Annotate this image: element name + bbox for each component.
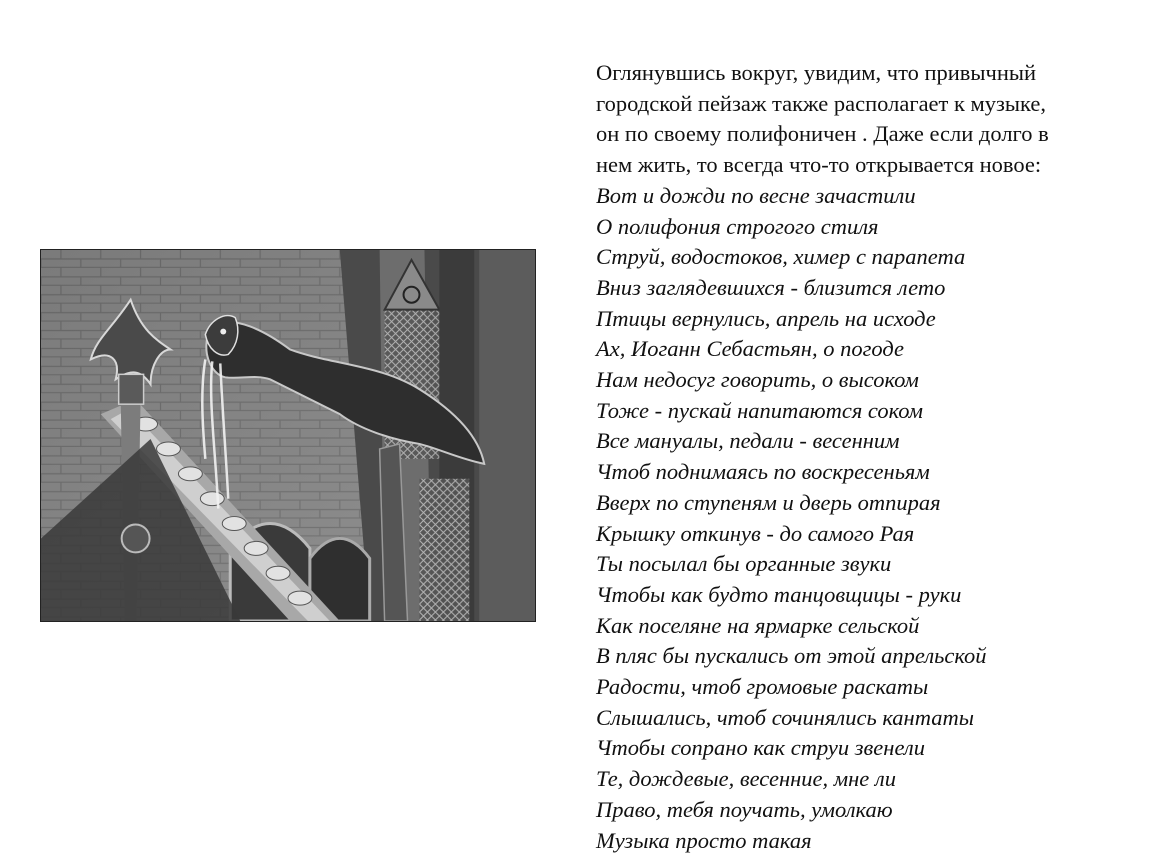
poem-line: Чтобы сопрано как струи звенели xyxy=(596,735,925,761)
text-block xyxy=(596,58,1144,856)
gargoyle-photo xyxy=(40,249,536,622)
poem-line: Чтоб поднимаясь по воскресеньям xyxy=(596,459,930,485)
poem-line: Ах, Иоганн Себастьян, о погоде xyxy=(596,336,904,362)
poem-line: Музыка просто такая xyxy=(596,827,812,853)
poem-line: Тоже - пускай напитаются соком xyxy=(596,397,924,423)
intro-line: нем жить, то всегда что-то открывается новое: xyxy=(596,152,1042,178)
poem-line: Слышались, чтоб сочинялись кантаты xyxy=(596,704,974,730)
poem-line: Право, тебя поучать, умолкаю xyxy=(596,796,893,822)
poem-line: Нам недосуг говорить, о высоком xyxy=(596,367,919,393)
poem-line: О полифония строгого стиля xyxy=(596,213,879,239)
intro-line: городской пейзаж также располагает к музыке, xyxy=(596,90,1047,116)
poem-line: Как поселяне на ярмарке сельской xyxy=(596,612,920,638)
poem-line: Вверх по ступеням и дверь отпирая xyxy=(596,489,941,515)
intro-line: он по своему полифоничен . Даже если долго в xyxy=(596,121,1049,147)
poem-line: Вот и дожди по весне зачастили xyxy=(596,182,916,208)
poem-line: Ты посылал бы органные звуки xyxy=(596,551,892,577)
intro-line: Оглянувшись вокруг, увидим, что привычный xyxy=(596,60,1037,85)
gargoyle-illustration xyxy=(41,250,535,621)
poem-line: Струй, водостоков, химер с парапета xyxy=(596,244,966,270)
poem-line: Все мануалы, педали - весенним xyxy=(596,428,900,454)
poem-line: Вниз заглядевшихся - близится лето xyxy=(596,274,946,300)
poem-line: Чтобы как будто танцовщицы - руки xyxy=(596,581,962,607)
poem-line: Те, дождевые, весенние, мне ли xyxy=(596,766,896,792)
poem-line: Птицы вернулись, апрель на исходе xyxy=(596,305,936,331)
poem-line: В пляс бы пускались от этой апрельской xyxy=(596,643,987,669)
poem-line: Крышку откинув - до самого Рая xyxy=(596,520,915,546)
poem-line: Радости, чтоб громовые раскаты xyxy=(596,674,929,700)
poem xyxy=(596,181,1144,856)
intro-paragraph xyxy=(596,58,1144,181)
